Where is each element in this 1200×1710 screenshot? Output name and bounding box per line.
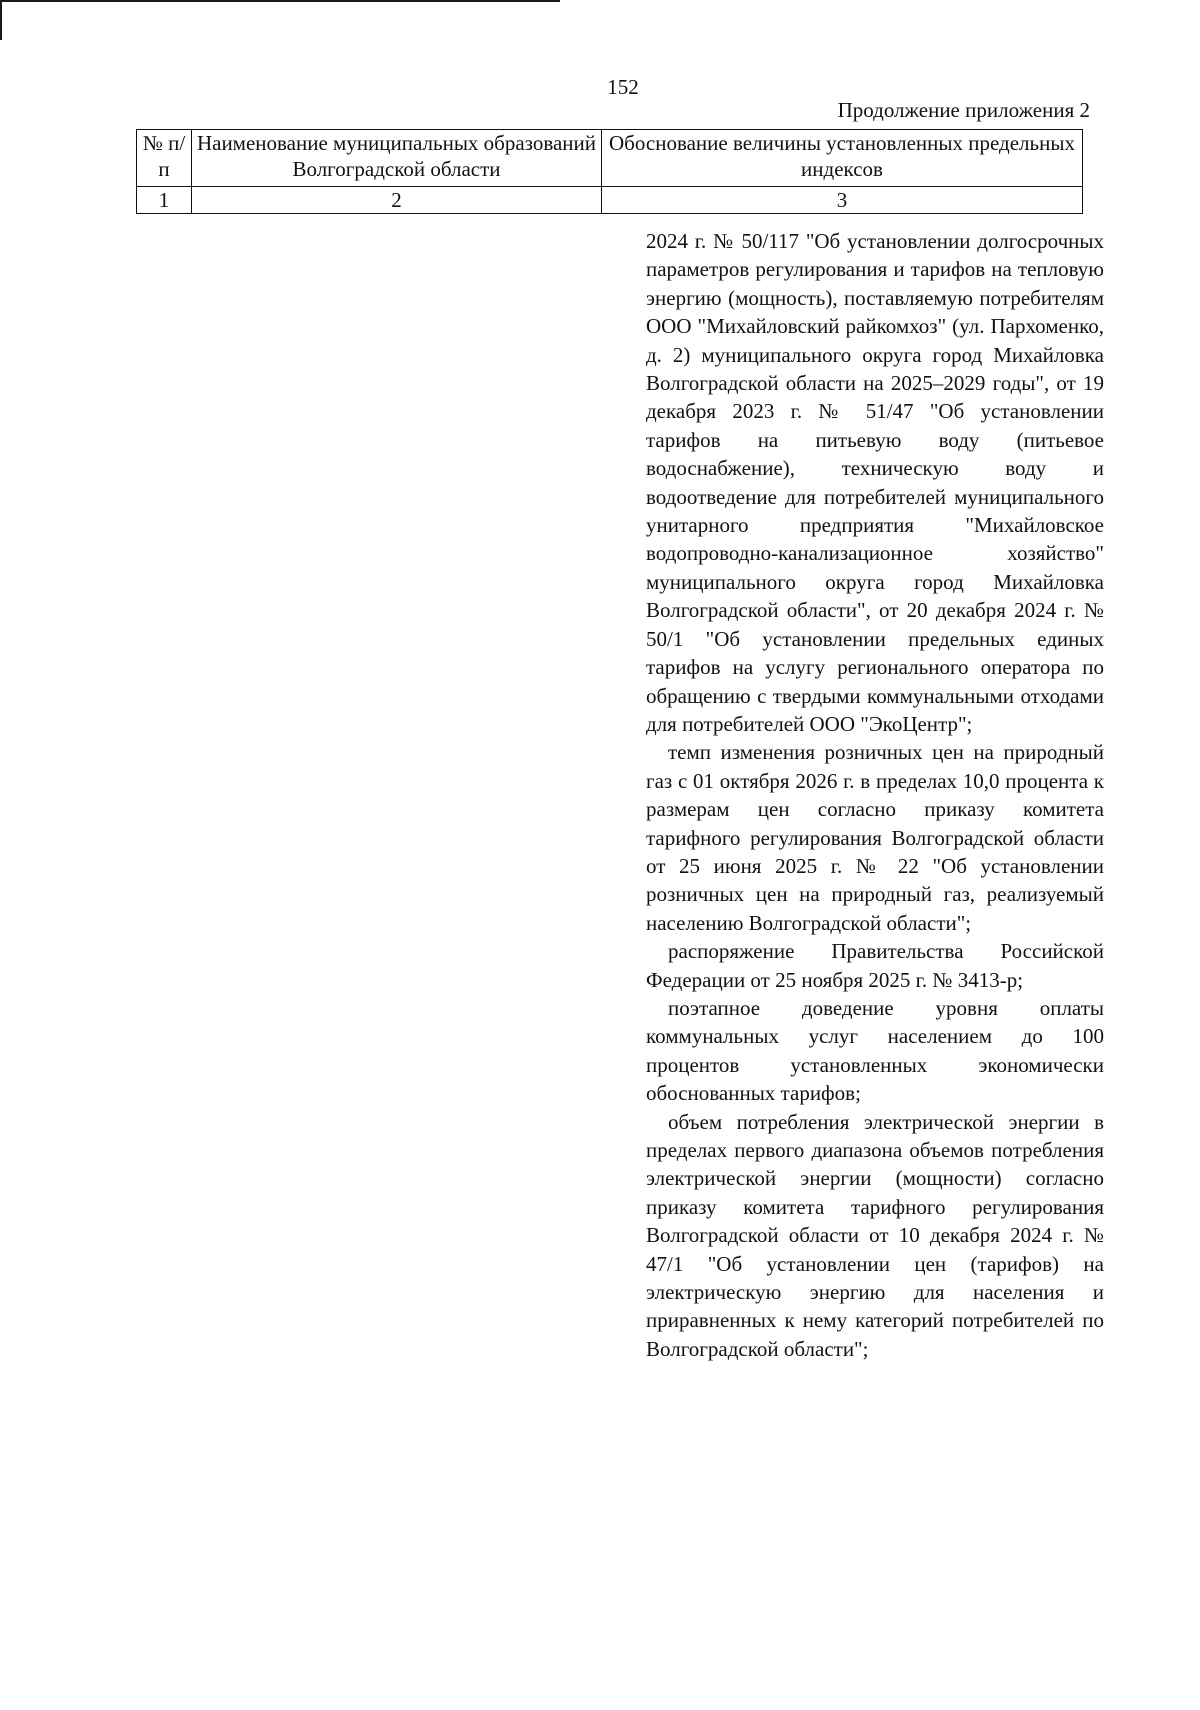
- paragraph: поэтапное доведение уровня оплаты коммунальных услуг населением до 100 процентов установленных экономически обоснованных тарифов;: [646, 995, 1104, 1106]
- column-number-row: [137, 187, 1083, 214]
- paragraph: 2024 г. № 50/117 "Об установлении долгосрочных параметров регулирования и тарифов на тепловую энергию (мощность), поставляемую потребителям ООО "Михайловский райкомхоз" (ул. Пархоменко, д. 2) муниципального округа город Михайловка Волгоградской области на 2025–2029 годы", от 19 декабря 2023 г. № 51/47 "Об установлении тарифов на питьевую воду (питьевое водоснабжение), техническую воду и водоотведение для потребителей муниципального унитарного предприятия "Михайловское водопроводно-канализационное хозяйство" муниципального округа город Михайловка Волгоградской области", от 20 декабря 2024 г. № 50/1 "Об установлении предельных единых тарифов на услугу регионального оператора по обращению с твердыми коммунальными отходами для потребителей ООО "ЭкоЦентр";: [646, 229, 1104, 736]
- column-number-3: 3: [602, 187, 1083, 214]
- table-header-row: [137, 130, 1083, 187]
- header-municipality: Наименование муниципальных образований Волгоградской области: [192, 130, 602, 187]
- scan-edge-top: [0, 0, 560, 2]
- header-number: № п/п: [137, 130, 192, 187]
- justification-text: [646, 227, 1104, 1363]
- paragraph: распоряжение Правительства Российской Федерации от 25 ноября 2025 г. № 3413-р;: [646, 939, 1104, 992]
- table-header: [136, 129, 1083, 214]
- column-number-2: 2: [192, 187, 602, 214]
- paragraph: объем потребления электрической энергии в пределах первого диапазона объемов потребления электрической энергии (мощности) согласно приказу комитета тарифного регулирования Волгоградской области от 10 декабря 2024 г. № 47/1 "Об установлении цен (тарифов) на электрическую энергию для населения и приравненных к нему категорий потребителей по Волгоградской области";: [646, 1109, 1104, 1361]
- page-number: 152: [607, 75, 639, 99]
- header-justification: Обоснование величины установленных предельных индексов: [602, 130, 1083, 187]
- paragraph: темп изменения розничных цен на природный газ с 01 октября 2026 г. в пределах 10,0 процента к размерам цен согласно приказу комитета тарифного регулирования Волгоградской области от 25 июня 2025 г. № 22 "Об установлении розничных цен на природный газ, реализуемый населению Волгоградской области";: [646, 740, 1104, 935]
- column-number-1: 1: [137, 187, 192, 214]
- scan-edge-left: [0, 0, 2, 40]
- continuation-note: Продолжение приложения 2: [837, 98, 1090, 122]
